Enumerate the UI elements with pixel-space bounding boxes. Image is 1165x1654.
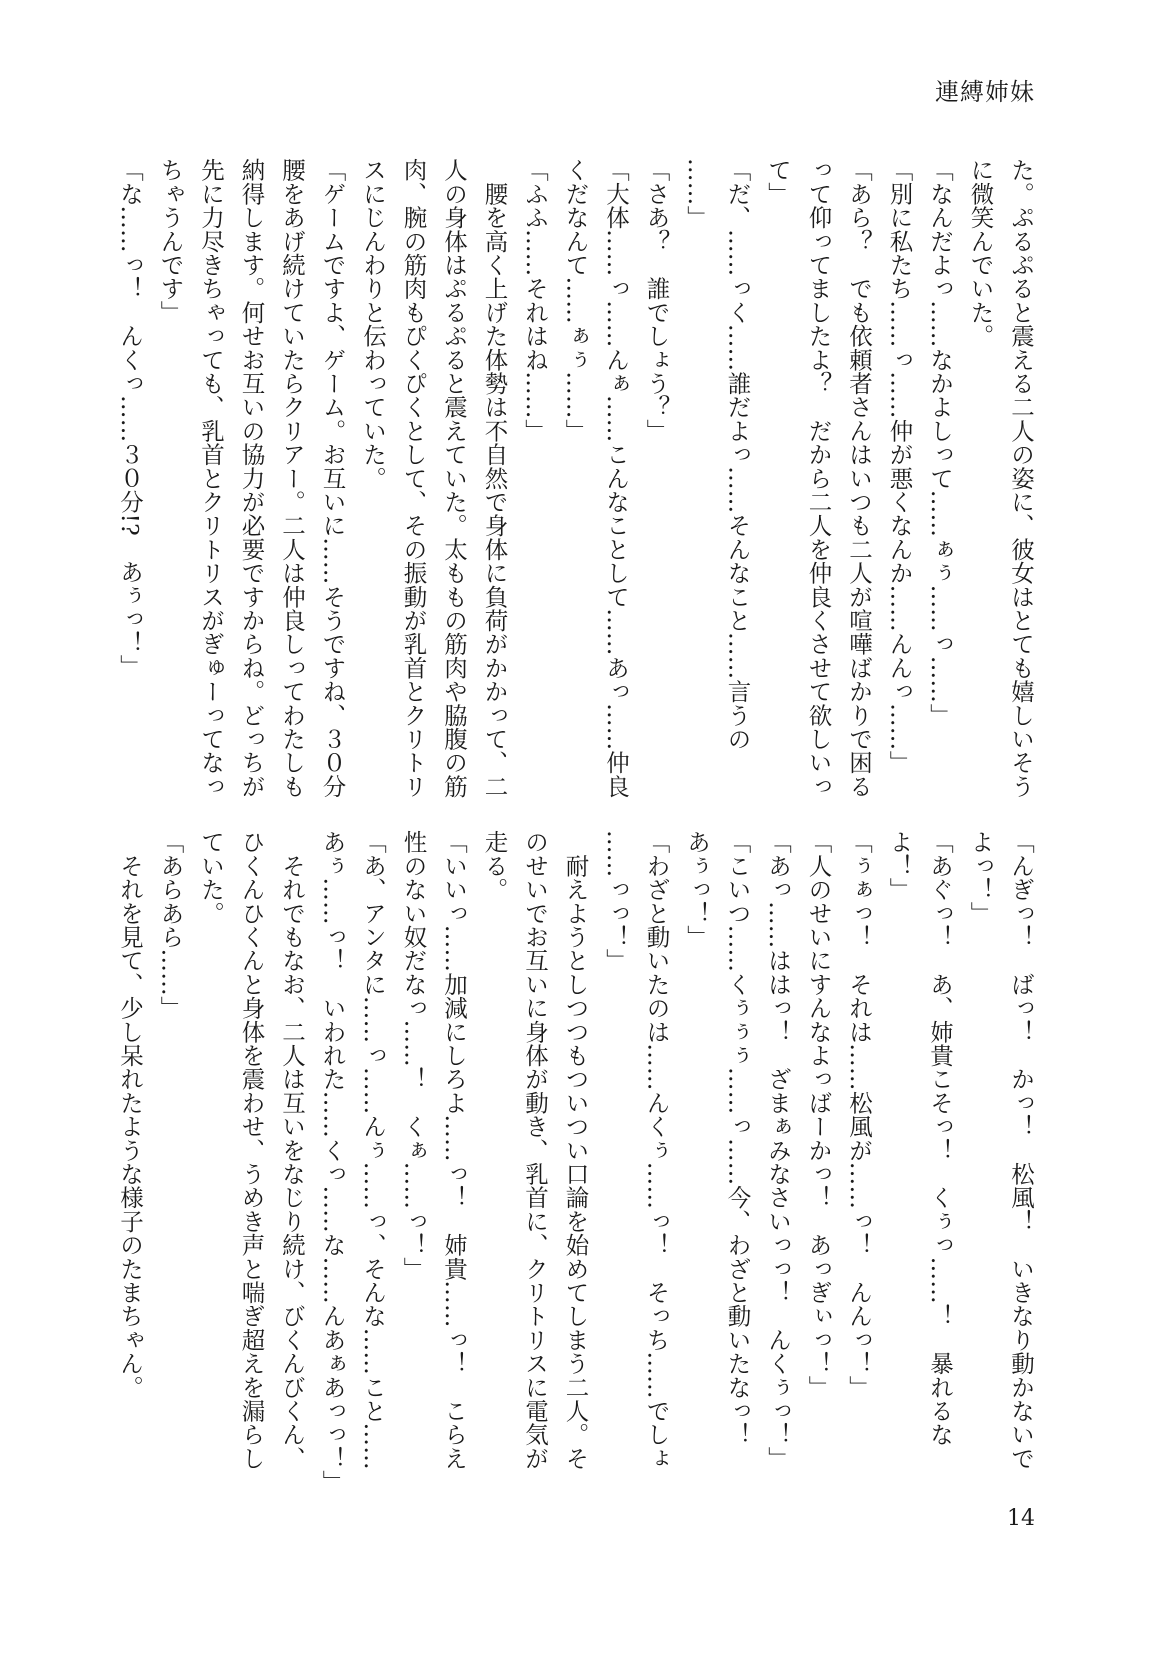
text-line: 「あらあら……」 [156, 830, 185, 1020]
text-line: 「だ、……っく……誰だよっ……そんなこと……言うの [723, 158, 752, 751]
text-line: スにじんわりと伝わっていた。 [359, 158, 387, 490]
text-line: て」 [764, 158, 792, 206]
text-line: 「んぎっ！ ばっ！ かっ！ 松風！ いきなり動かないで [1007, 830, 1035, 1470]
text-line: 「ゲームですよ、ゲーム。お互いに……そうですね、３０分 [318, 158, 347, 798]
text-line: よっ！」 [966, 830, 995, 925]
text-line: 「別に私たち……っ……仲が悪くなんか……んんっ……」 [885, 158, 914, 775]
running-header-title: 連縛姉妹 [935, 78, 1035, 106]
text-line: 耐えようとしつつもついつい口論を始めてしまう二人。そ [561, 830, 590, 1470]
text-line: に微笑んでいた。 [966, 158, 995, 348]
text-line: ……」 [683, 158, 711, 230]
text-line: 「わざと動いたのは……んくぅ……っ！ そっち……でしょ [642, 830, 671, 1470]
text-line: 「あっ……ははっ！ ざまぁみなさいっっ！ んくぅっ！」 [764, 830, 792, 1470]
text-line: 「な……っ！ んくっ……３０分!? あぅっ！」 [116, 158, 144, 679]
text-line: 「さあ？ 誰でしょう？」 [642, 158, 671, 443]
text-line: ちゃうんです」 [156, 158, 185, 324]
text-line: 「あ、アンタに……っ……んぅ……っ、そんな……こと…… [359, 830, 387, 1470]
text-line: 「こいつ……くぅぅぅ……っ……今、わざと動いたなっ！ [723, 830, 752, 1447]
text-line: くだなんて……ぁぅ……」 [561, 158, 590, 443]
text-line: 性のない奴だなっ……！ くぁ……っ！」 [399, 830, 428, 1281]
upper-text-block [116, 158, 1041, 848]
page-number: 14 [1007, 1506, 1035, 1531]
text-line: 納得します。何せお互いの協力が必要ですからね。どっちが [237, 158, 266, 798]
text-line: 「ふふ……それはね……」 [521, 158, 549, 443]
text-line: のせいでお互いに身体が動き、乳首に、クリトリスに電気が [521, 830, 549, 1470]
text-line: ひくんひくんと身体を震わせ、うめき声と喘ぎ超えを漏らし [237, 830, 266, 1470]
text-line: それを見て、少し呆れたような様子のたまちゃん。 [116, 830, 144, 1399]
text-line: 「大体……っ……んぁ……こんなことして……あっ……仲良 [602, 158, 630, 798]
text-line: ていた。 [197, 830, 225, 925]
text-line: それでもなお、二人は互いをなじり続け、びくんびくん、 [278, 830, 306, 1470]
text-line: 走る。 [480, 830, 509, 902]
text-line: ……っっ！」 [602, 830, 630, 973]
text-line: 人の身体はぷるぷると震えていた。太ももの筋肉や脇腹の筋 [440, 158, 468, 798]
text-line: 「ぅぁっ！ それは……松風が……っ！ んんっ！」 [845, 830, 873, 1399]
text-line: た。ぷるぷると震える二人の姿に、彼女はとても嬉しいそう [1007, 158, 1035, 798]
text-line: 腰をあげ続けていたらクリアー。二人は仲良しってわたしも [278, 158, 306, 798]
text-line: 腰を高く上げた体勢は不自然で身体に負荷がかかって、二 [480, 158, 509, 798]
text-line: って仰ってましたよ？ だから二人を仲良くさせて欲しいっ [804, 158, 833, 798]
text-line: 「いいっ……加減にしろよ……っ！ 姉貴……っ！ こらえ [440, 830, 468, 1470]
text-line: 「なんだよっ……なかよしって……ぁぅ……っ……」 [926, 158, 954, 727]
text-line: よ！」 [885, 830, 914, 902]
text-line: 「あぐっ！ あ、姉貴こそっ！ くぅっ……！ 暴れるな [926, 830, 954, 1447]
text-line: あぅっ！」 [683, 830, 711, 949]
lower-text-block [116, 830, 1041, 1520]
text-line: 肉、腕の筋肉もぴくぴくとして、その振動が乳首とクリトリ [399, 158, 428, 798]
text-line: 「人のせいにすんなよっばーかっ！ あっぎぃっ！」 [804, 830, 833, 1399]
text-line: 先に力尽きちゃっても、乳首とクリトリスがぎゅーってなっ [197, 158, 225, 798]
text-line: 「あら？ でも依頼者さんはいつも二人が喧嘩ばかりで困る [845, 158, 873, 798]
text-line: あぅ……っ！ いわれた……くっ……な……んあぁあっっ！」 [318, 830, 347, 1494]
